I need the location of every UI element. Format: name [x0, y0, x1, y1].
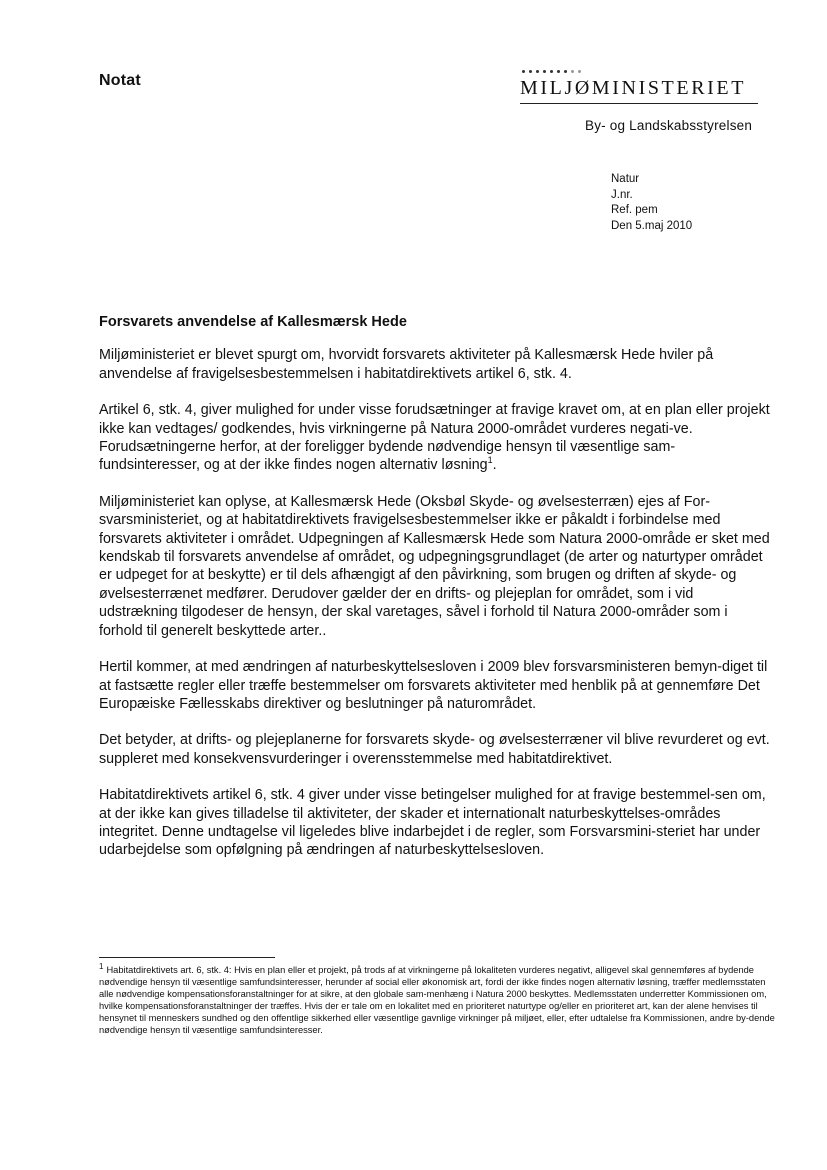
body-paragraph: Hertil kommer, at med ændringen af naturbeskyttelsesloven i 2009 blev forsvarsministeren bemyn-diget til at fastsætte regler eller træffe bestemmelser om forsvarets aktiviteter med henblik på at gennemføre Det Europæiske Fællesskabs direktiver og beslutninger på naturområdet. — [99, 659, 768, 712]
reference-initials: Ref. pem — [611, 204, 658, 216]
department-label: Natur — [611, 173, 640, 185]
agency-name: By- og Landskabsstyrelsen — [585, 118, 753, 133]
document-body — [99, 313, 775, 878]
logo-underline — [520, 103, 758, 104]
footnote-reference[interactable]: 1 — [487, 455, 493, 466]
footnote-divider — [99, 957, 275, 958]
body-paragraph: Habitatdirektivets artikel 6, stk. 4 giver under visse betingelser mulighed for at fravige bestemmel-sen om, at der ikke kan gives tilladelse til aktiviteter, der skader et internationalt naturbeskyttelses-områdes integritet. Denne undtagelse vil ligeledes blive indarbejdet i de regler, som Forsvarsmini-steriet har under udarbejdelse som opfølgning på ændringen af naturbeskyttelsesloven. — [99, 787, 766, 859]
journal-number: J.nr. — [611, 188, 633, 201]
footnote-number: 1 — [99, 961, 104, 971]
footnote-text: Habitatdirektivets art. 6, stk. 4: Hvis en plan eller et projekt, på trods af at virkningerne på lokaliteten vurderes negativt, alligevel skal gennemføres af bydende nødvendige hensyn til væsentlige samfundsinteresser, herunder af social eller økonomisk art, fordi der ikke findes nogen alternativ løsning, træffer medlemsstaten alle nødvendige kompensationsforanstaltninger for at sikre, at den globale sam-menhæng i Natura 2000 beskyttes. Medlemsstaten underretter Kommissionen om, hvilke kompensationsforanstaltninger der træffes. Hvis der er tale om en lokalitet med en prioriteret naturtype og/eller en prioriteret art, kan der alene henvises til hensynet til menneskers sundhed og den offentlige sikkerhed eller væsentlige gavnlige virkninger på miljøet, eller, efter udtalelse fra Kommissionen, andre by-dende nødvendige hensyn til væsentlige samfundsinteresser. — [99, 965, 775, 1035]
body-paragraph-with-footnote — [99, 401, 775, 475]
logo-dots-icon — [522, 68, 760, 74]
ministry-logo — [520, 68, 760, 104]
reference-block — [611, 172, 692, 234]
document-date: Den 5.maj 2010 — [611, 219, 693, 232]
body-paragraph: Det betyder, at drifts- og plejeplanerne for forsvarets skyde- og øvelsesterræner vil blive revurderet og evt. suppleret med konsekvensvurderinger i overensstemmelse med habitatdirektivet. — [99, 732, 770, 767]
footnote — [99, 961, 779, 1036]
paragraph-end-punctuation: . — [492, 457, 497, 474]
document-type-label: Notat — [99, 72, 141, 89]
ministry-name: MILJØMINISTERIET — [520, 77, 747, 99]
body-paragraph: Miljøministeriet er blevet spurgt om, hvorvidt forsvarets aktiviteter på Kallesmærsk Hede hviler på anvendelse af fravigelsesbestemmelsen i habitatdirektivets artikel 6, stk. 4. — [99, 347, 714, 382]
document-title: Forsvarets anvendelse af Kallesmærsk Hede — [99, 314, 407, 330]
body-paragraph-text: Artikel 6, stk. 4, giver mulighed for under visse forudsætninger at fravige kravet om, at en plan eller projekt ikke kan vedtages/ godkendes, hvis virkningerne på Natura 2000-området vurderes negati-ve. Forudsætningerne herfor, at der foreligger bydende nødvendige hensyn til væsentlige sam-fundsinteresser, og at der ikke findes nogen alternativ løsning — [99, 402, 770, 474]
body-paragraph: Miljøministeriet kan oplyse, at Kallesmærsk Hede (Oksbøl Skyde- og øvelsesterræn) ejes af For-svarsministeriet, og at habitatdirektivets fravigelsesbestemmelser ikke er påkaldt i forbindelse med forsvarets aktiviteter i området. Udpegningen af Kallesmærsk Hede som Natura 2000-område er sket med kendskab til forsvarets anvendelse af området, og udpegningsgrundlaget (de arter og naturtyper området er udpeget for at beskytte) er til dels afhængigt af den påvirkning, som brugen og driften af skyde- og øvelsesterrænet medfører. Derudover gælder der en drifts- og plejeplan for området, som i vid udstrækning tilgodeser de hensyn, der skal varetages, såvel i forhold til Natura 2000-områder som i forhold til generelt beskyttede arter.. — [99, 493, 770, 639]
